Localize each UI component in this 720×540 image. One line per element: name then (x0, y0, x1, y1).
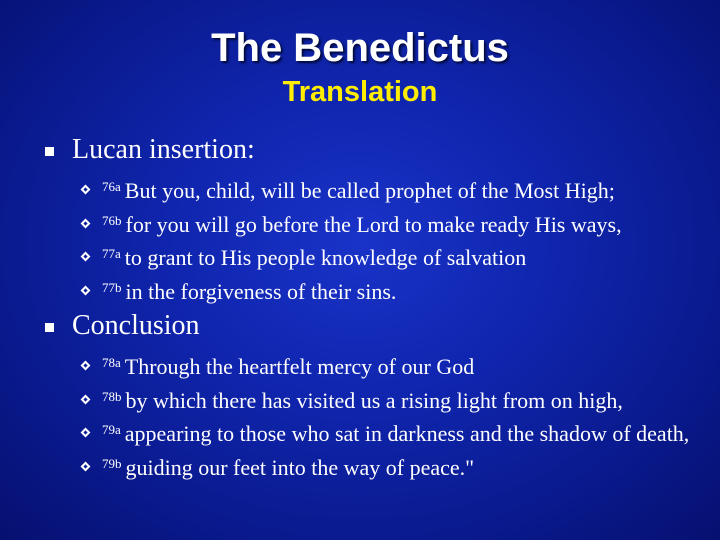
verse-text: to grant to His people knowledge of salvation (124, 245, 527, 270)
verse-line (38, 350, 690, 384)
square-bullet-icon (45, 323, 54, 332)
verse-text: for you will go before the Lord to make ready His ways, (125, 211, 622, 237)
verse-number: 77a (102, 246, 121, 261)
verse-line (38, 384, 690, 418)
verse-number: 79a (102, 422, 121, 437)
verse-line (38, 174, 690, 208)
diamond-bullet-icon (81, 252, 91, 262)
diamond-bullet-icon (81, 428, 91, 438)
verse-text: Through the heartfelt mercy of our God (124, 354, 475, 379)
verse-number: 77b (102, 279, 122, 295)
verse-number: 78a (102, 355, 121, 370)
main-bullet-item (38, 308, 690, 344)
slide-subtitle: Translation (282, 76, 438, 108)
diamond-bullet-icon (81, 361, 91, 371)
diamond-bullet-icon (81, 218, 91, 228)
section-heading: Conclusion (72, 310, 200, 341)
square-bullet-icon (45, 147, 54, 156)
verse-text: in the forgiveness of their sins. (125, 278, 397, 304)
section-heading: Lucan insertion: (72, 134, 255, 165)
section-lucan-insertion (38, 132, 690, 308)
verse-number: 76a (102, 179, 121, 194)
diamond-bullet-icon (81, 185, 91, 195)
verse-text: appearing to those who sat in darkness and the shadow of death, (124, 421, 690, 446)
sub-bullet-list (38, 174, 690, 308)
verse-line (38, 417, 690, 451)
verse-line (38, 208, 690, 242)
slide-title: The Benedictus (211, 26, 509, 70)
verse-text: But you, child, will be called prophet of the Most High; (124, 178, 615, 203)
main-bullet-item (38, 132, 690, 168)
sub-bullet-list (38, 350, 690, 484)
diamond-bullet-icon (81, 285, 91, 295)
section-conclusion (38, 308, 690, 484)
verse-number: 78b (102, 388, 122, 404)
verse-text: by which there has visited us a rising light from on high, (125, 387, 623, 413)
verse-number: 76b (102, 212, 122, 228)
diamond-bullet-icon (81, 394, 91, 404)
diamond-bullet-icon (81, 461, 91, 471)
verse-number: 79b (102, 455, 122, 471)
verse-text: guiding our feet into the way of peace." (125, 454, 475, 480)
verse-line (38, 275, 690, 309)
verse-line (38, 451, 690, 485)
verse-line (38, 241, 690, 275)
